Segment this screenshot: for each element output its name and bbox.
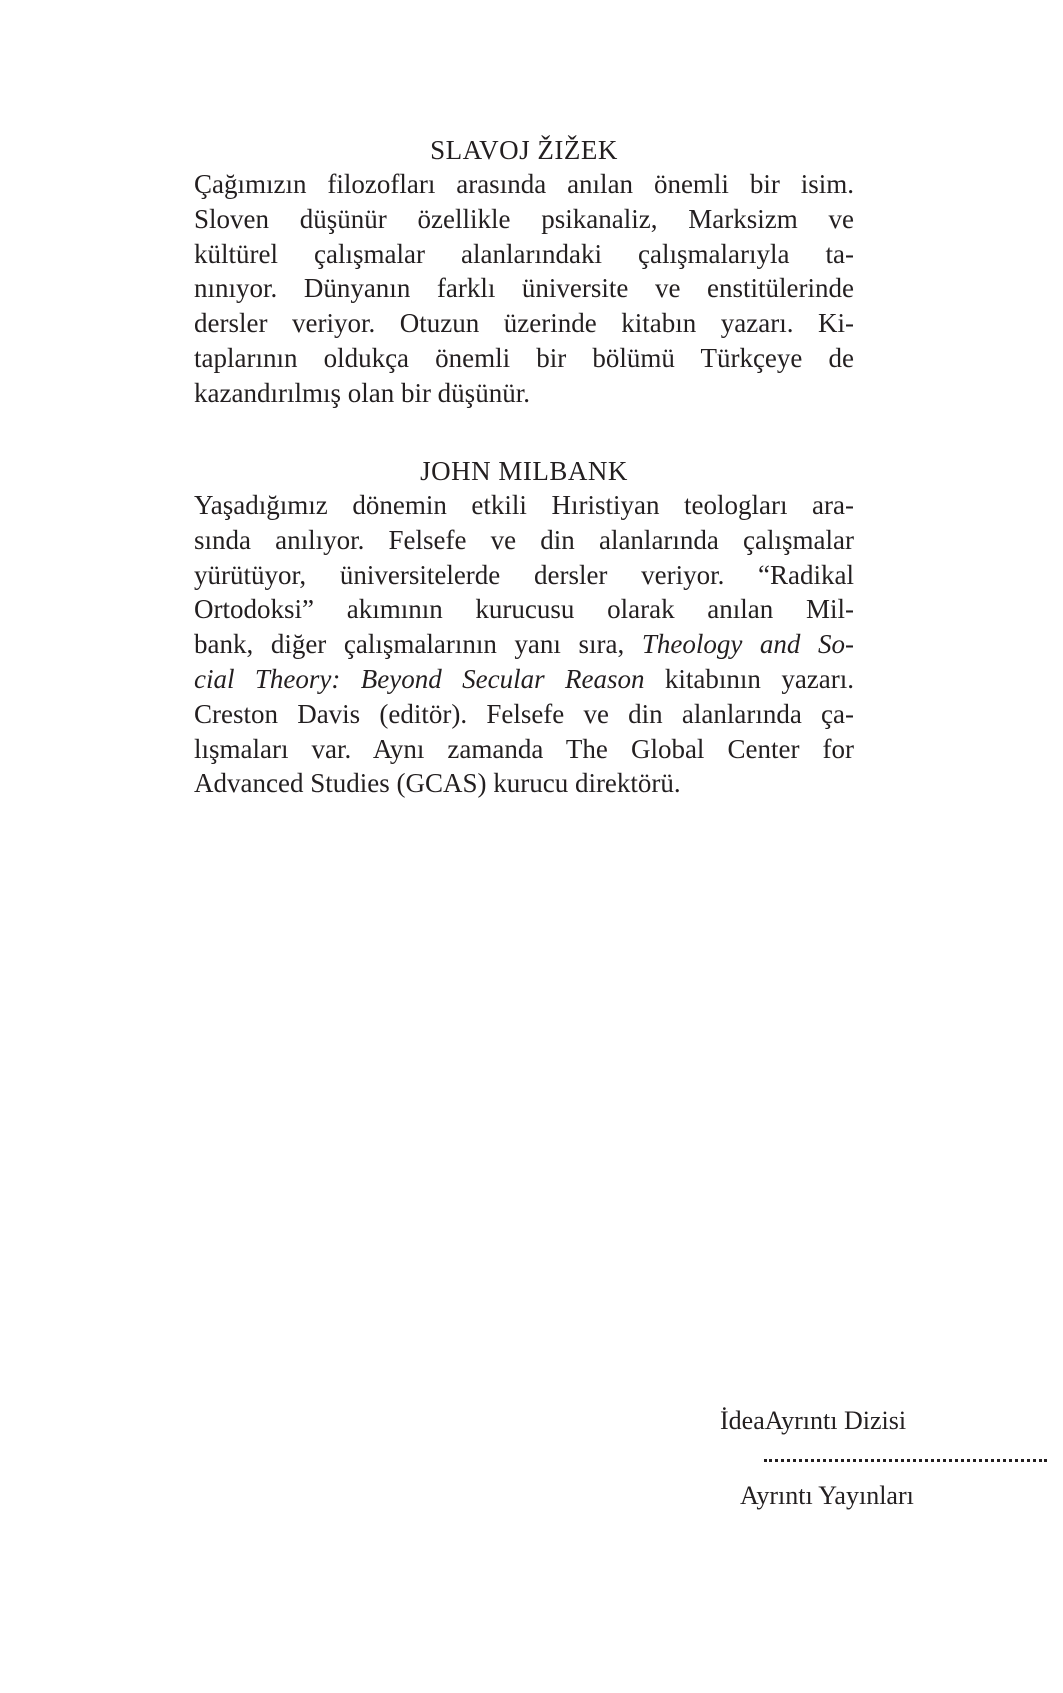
author-section-milbank bbox=[194, 454, 854, 801]
bio-text: kitabının yazarı. bbox=[664, 663, 855, 694]
bio-line: Creston Davis (editör). Felsefe ve din alanlarında ça- bbox=[194, 698, 854, 729]
bio-line: kültürel çalışmalar alanlarındaki çalışmalarıyla ta- bbox=[194, 238, 854, 269]
publisher-name: Ayrıntı Yayınları bbox=[740, 1481, 914, 1510]
bio-line: nınıyor. Dünyanın farklı üniversite ve enstitülerinde bbox=[194, 273, 854, 304]
bio-line: Advanced Studies (GCAS) kurucu direktörü. bbox=[194, 768, 681, 799]
bio-line: Çağımızın filozofları arasında anılan önemli bir isim. bbox=[194, 169, 854, 199]
bio-line bbox=[194, 662, 854, 697]
author-section-zizek bbox=[194, 133, 854, 411]
bio-line: Sloven düşünür özellikle psikanaliz, Marksizm ve bbox=[194, 203, 854, 234]
author-heading: JOHN MILBANK bbox=[420, 456, 628, 486]
bio-text: bank, diğer çalışmalarının yanı sıra, bbox=[194, 629, 625, 660]
bio-line bbox=[194, 627, 854, 662]
bio-line: lışmaları var. Aynı zamanda The Global Center for bbox=[194, 733, 854, 764]
book-title-italic: Theology and So- bbox=[641, 629, 855, 660]
series-number-dotted-line bbox=[764, 1459, 1047, 1462]
bio-line: yürütüyor, üniversitelerde dersler veriyor. “Radikal bbox=[194, 559, 854, 590]
book-title-italic: cial Theory: Beyond Secular Reason bbox=[194, 663, 645, 694]
bio-line: sında anılıyor. Felsefe ve din alanlarında çalışmalar bbox=[194, 524, 854, 555]
series-name: İdeaAyrıntı Dizisi bbox=[720, 1406, 907, 1435]
bio-line: dersler veriyor. Otuzun üzerinde kitabın yazarı. Ki- bbox=[194, 308, 854, 339]
bio-line: Ortodoksi” akımının kurucusu olarak anılan Mil- bbox=[194, 594, 854, 625]
author-heading: SLAVOJ ŽIŽEK bbox=[430, 135, 618, 165]
bio-line: taplarının oldukça önemli bir bölümü Türkçeye de bbox=[194, 342, 854, 373]
bio-line: kazandırılmış olan bir düşünür. bbox=[194, 377, 530, 408]
bio-line: Yaşadığımız dönemin etkili Hıristiyan teologları ara- bbox=[194, 490, 854, 520]
